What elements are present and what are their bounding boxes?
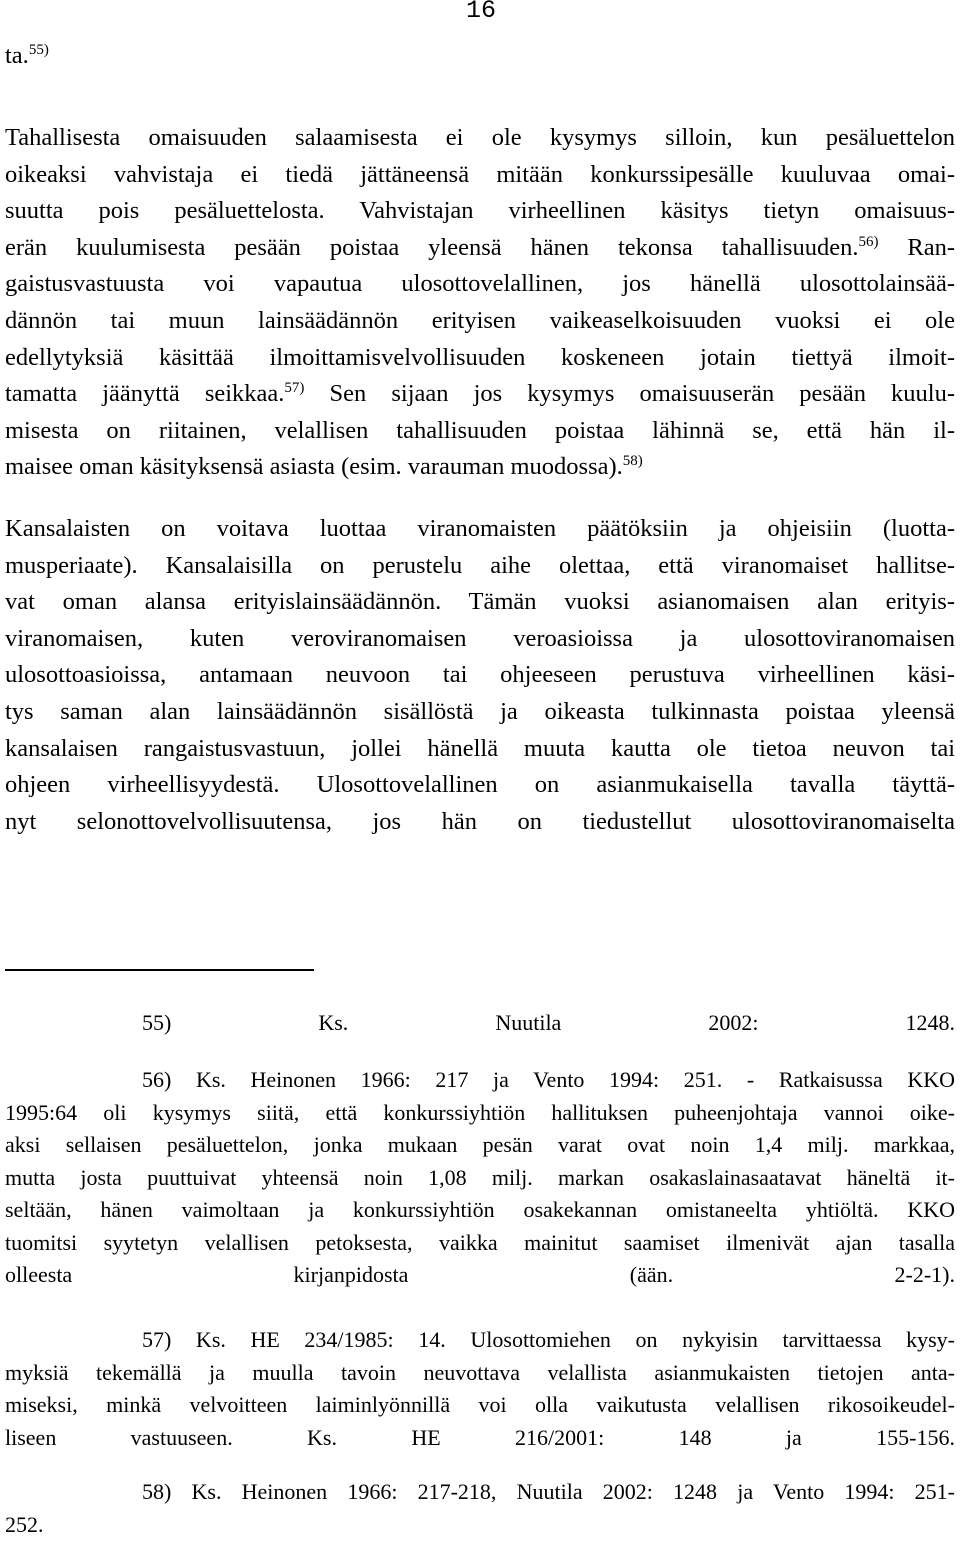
- paragraph-1: [5, 120, 955, 486]
- footnote-line: olleesta kirjanpidosta (ään. 2-2-1).: [5, 1262, 955, 1287]
- footnote-line: tuomitsi syytetyn velallisen petoksesta, vaikka mainitut saamiset ilmenivät ajan tasalla: [5, 1229, 955, 1255]
- footnote-line: 252.: [5, 1511, 44, 1537]
- text-line: tys saman alan lainsäädännön sisällöstä ja oikeasta tulkinnasta poistaa yleensä: [5, 697, 955, 725]
- footnote-58: [5, 1476, 955, 1541]
- paragraph-continuation: [5, 38, 955, 75]
- text-line: gaistusvastuusta voi vapautua ulosottovelallinen, jos hänellä ulosottolainsää-: [5, 270, 955, 298]
- footnote-line: 56) Ks. Heinonen 1966: 217 ja Vento 1994: 251. - Ratkaisussa KKO: [142, 1067, 955, 1092]
- text-line: dännön tai muun lainsäädännön erityisen vaikeaselkoisuuden vuoksi ei ole: [5, 306, 955, 334]
- text-line: nyt selonottovelvollisuutensa, jos hän on tiedustellut ulosottoviranomaiselta: [5, 807, 955, 835]
- paragraph-2: [5, 511, 955, 840]
- text-line: edellytyksiä käsittää ilmoittamisvelvollisuuden koskeneen jotain tiettyä ilmoit-: [5, 343, 955, 371]
- page-number: 16: [466, 0, 497, 25]
- footnote-ref: 57): [284, 380, 305, 397]
- footnote-55: [5, 1007, 955, 1040]
- footnote-56: [5, 1064, 955, 1292]
- footnote-line: liseen vastuuseen. Ks. HE 216/2001: 148 ja 155-156.: [5, 1424, 955, 1450]
- footnote-line: aksi sellaisen pesäluettelon, jonka mukaan pesän varat ovat noin 1,4 milj. markkaa,: [5, 1132, 955, 1157]
- footnote-line: 55) Ks. Nuutila 2002: 1248.: [142, 1010, 955, 1035]
- footnote-line: 57) Ks. HE 234/1985: 14. Ulosottomiehen on nykyisin tarvittaessa kysy-: [142, 1327, 955, 1352]
- text-line: kansalaisen rangaistusvastuun, jollei hänellä muuta kautta ole tietoa neuvon tai: [5, 734, 955, 762]
- footnote-line: seltään, hänen vaimoltaan ja konkurssiyhtiön osakekannan omistaneelta yhtiöltä. KKO: [5, 1197, 955, 1222]
- footnote-57: [5, 1324, 955, 1454]
- footnote-separator: [5, 969, 314, 971]
- footnote-ref: 55): [28, 42, 49, 58]
- text-line: tamatta jäänyttä seikkaa.$^{57)}$ Sen sijaan jos kysymys omaisuuserän pesään kuulu-: [5, 380, 956, 408]
- footnote-ref: 56): [858, 233, 879, 250]
- text-line: ta.$^{55)}$: [5, 42, 49, 69]
- text-line: erän kuulumisesta pesään poistaa yleensä hänen tekonsa tahallisuuden.$^{56)}$ Ran-: [5, 233, 955, 261]
- footnote-line: miseksi, minkä velvoitteen laiminlyönnillä voi olla vaikutusta velallisen rikosoikeudel-: [5, 1392, 955, 1417]
- text-line: misesta on riitainen, velallisen tahallisuuden poistaa lähinnä se, että hän il-: [5, 416, 955, 444]
- text-line: Tahallisesta omaisuuden salaamisesta ei ole kysymys silloin, kun pesäluettelon: [5, 124, 955, 151]
- text-line: viranomaisen, kuten veroviranomaisen veroasioissa ja ulosottoviranomaisen: [5, 624, 955, 652]
- text-line: oikeaksi vahvistaja ei tiedä jättäneensä mitään konkurssipesälle kuuluvaa omai-: [5, 160, 955, 188]
- text-line: ohjeen virheellisyydestä. Ulosottovelallinen on asianmukaisella tavalla täyttä-: [5, 771, 955, 799]
- footnote-line: myksiä tekemällä ja muulla tavoin neuvottava velallista asianmukaisten tietojen anta-: [5, 1359, 955, 1385]
- text-line: musperiaate). Kansalaisilla on perustelu aihe olettaa, että viranomaiset hallitse-: [5, 551, 955, 579]
- text-line: vat oman alansa erityislainsäädännön. Tämän vuoksi asianomaisen alan erityis-: [5, 588, 955, 616]
- footnote-line: mutta josta puuttuivat yhteensä noin 1,08 milj. markan osakaslainasaatavat häneltä it-: [5, 1164, 955, 1190]
- footnote-ref: 58): [622, 453, 643, 470]
- footnote-line: 58) Ks. Heinonen 1966: 217-218, Nuutila 2002: 1248 ja Vento 1994: 251-: [142, 1479, 955, 1504]
- footnote-line: 1995:64 oli kysymys siitä, että konkurssiyhtiön hallituksen puheenjohtaja vannoi oike-: [5, 1099, 955, 1125]
- text-line: suutta pois pesäluettelosta. Vahvistajan virheellinen käsitys tietyn omaisuus-: [5, 197, 955, 225]
- text-line: Kansalaisten on voitava luottaa viranomaisten päätöksiin ja ohjeisiin (luotta-: [5, 515, 955, 542]
- text-line: ulosottoasioissa, antamaan neuvoon tai ohjeeseen perustuva virheellinen käsi-: [5, 661, 955, 689]
- text-line: maisee oman käsityksensä asiasta (esim. varauman muodossa).$^{58)}$: [5, 453, 643, 481]
